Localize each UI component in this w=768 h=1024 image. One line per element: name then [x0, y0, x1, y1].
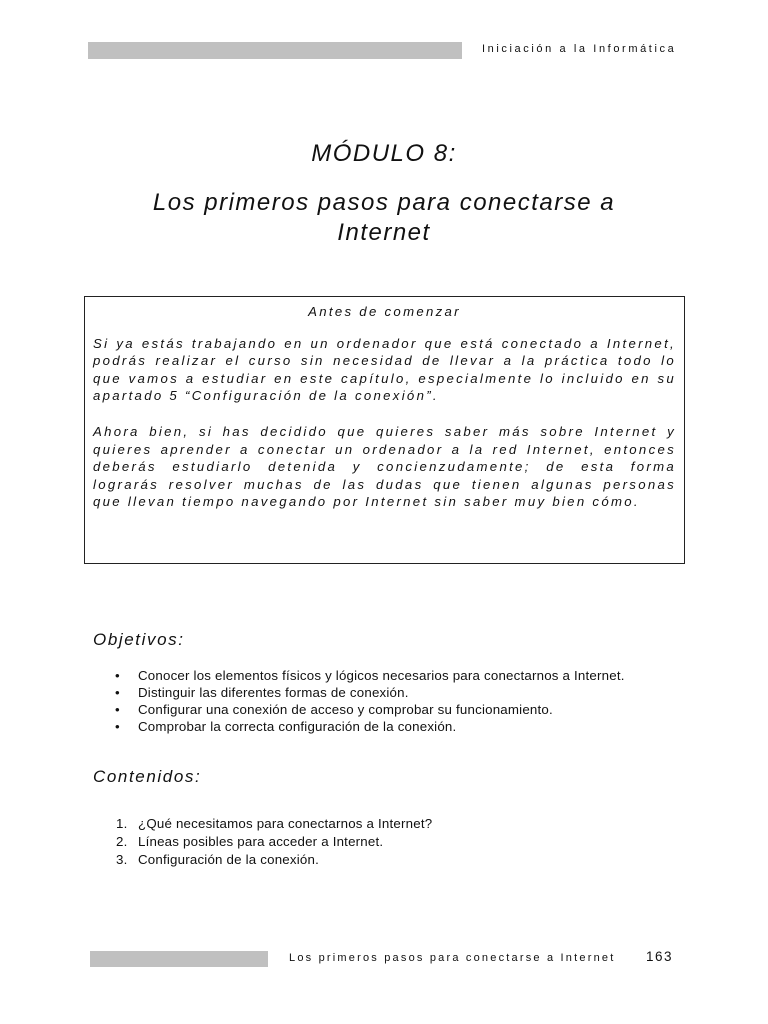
module-subtitle	[84, 188, 684, 248]
objectives-heading: Objetivos:	[93, 630, 185, 649]
intro-paragraph-2: Ahora bien, si has decidido que quieres saber más sobre Internet y quieres aprender a conectar un ordenador a la red Internet, entonces deberás estudiarlo detenida y concienzudamente; de esta forma lograrás resolver muchas de las dudas que tienen algunas personas que llevan tiempo navegando por Internet sin saber muy bien cómo.	[93, 423, 676, 510]
bullet-icon: •	[115, 685, 120, 700]
header-bar	[88, 42, 462, 59]
footer-bar	[90, 951, 268, 967]
objective-text: Distinguir las diferentes formas de conexión.	[138, 685, 409, 700]
bullet-icon: •	[115, 719, 120, 734]
objective-text: Configurar una conexión de acceso y comprobar su funcionamiento.	[138, 702, 553, 717]
intro-paragraph-1: Si ya estás trabajando en un ordenador que está conectado a Internet, podrás realizar el curso sin necesidad de llevar a la práctica todo lo que vamos a estudiar en este capítulo, especialmente lo incluido en su apartado 5 “Configuración de la conexión”.	[93, 335, 676, 404]
contents-heading: Contenidos:	[93, 767, 202, 786]
contents-text: ¿Qué necesitamos para conectarnos a Internet?	[138, 816, 433, 831]
header-running-title: Iniciación a la Informática	[482, 43, 677, 55]
footer-running-title: Los primeros pasos para conectarse a Internet	[289, 952, 616, 964]
page-number: 163	[646, 949, 674, 964]
list-item	[115, 718, 676, 735]
objective-text: Conocer los elementos físicos y lógicos necesarios para conectarnos a Internet.	[138, 668, 625, 683]
module-subtitle-line1: Los primeros pasos para conectarse a	[152, 189, 616, 216]
contents-number: 3.	[116, 852, 128, 867]
intro-heading: Antes de comenzar	[308, 304, 461, 319]
intro-box	[84, 296, 685, 564]
list-item	[115, 667, 676, 684]
list-item	[115, 701, 676, 718]
list-item	[116, 833, 432, 851]
objectives-list	[115, 667, 676, 735]
list-item	[115, 684, 676, 701]
module-title: MÓDULO 8:	[311, 140, 457, 167]
contents-text: Líneas posibles para acceder a Internet.	[138, 834, 384, 849]
bullet-icon: •	[115, 702, 120, 717]
contents-number: 1.	[116, 816, 128, 831]
bullet-icon: •	[115, 668, 120, 683]
title-block	[84, 140, 684, 248]
contents-text: Configuración de la conexión.	[138, 852, 319, 867]
objective-text: Comprobar la correcta configuración de la conexión.	[138, 719, 457, 734]
contents-number: 2.	[116, 834, 128, 849]
list-item	[116, 815, 432, 833]
module-subtitle-line2: Internet	[337, 219, 431, 246]
list-item	[116, 851, 432, 869]
contents-list	[116, 815, 432, 869]
